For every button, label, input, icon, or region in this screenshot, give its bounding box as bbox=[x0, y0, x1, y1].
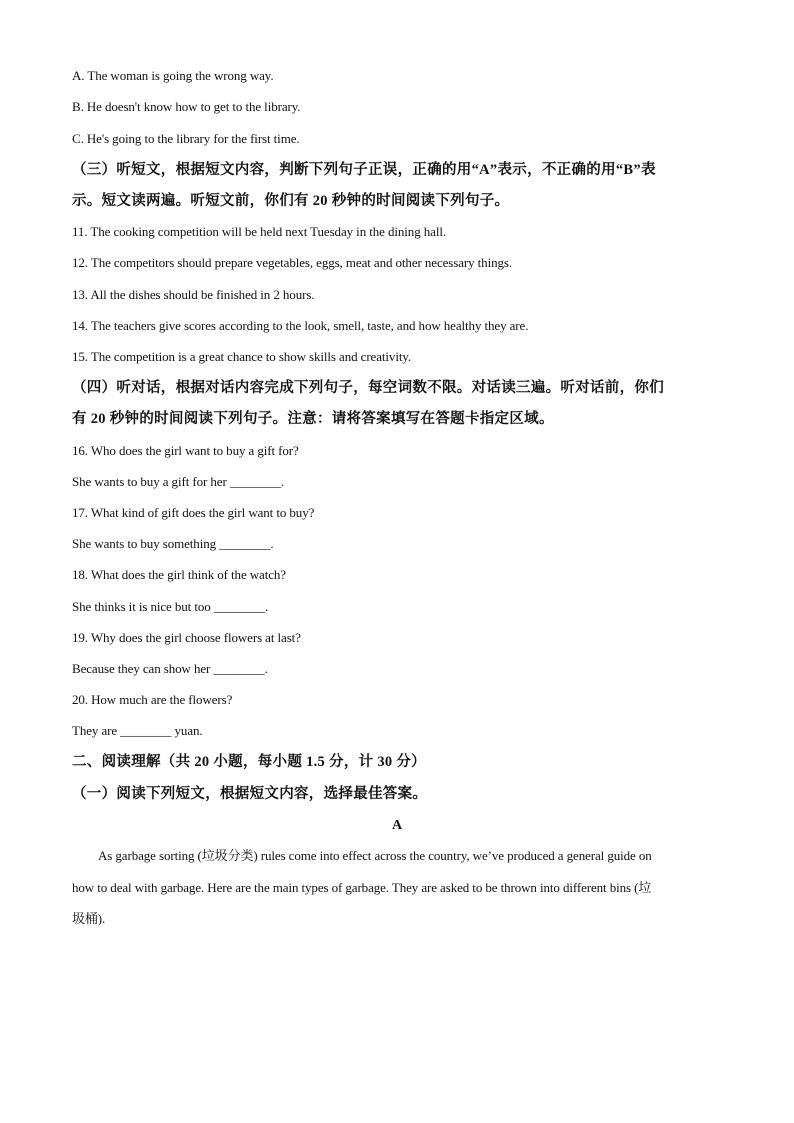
section3-instruction-line2: 示。短文读两遍。听短文前，你们有 20 秒钟的时间阅读下列句子。 bbox=[72, 193, 510, 209]
question-16: 16. Who does the girl want to buy a gift for? bbox=[72, 443, 299, 458]
passage-line-3: 圾桶). bbox=[72, 911, 106, 926]
question-14: 14. The teachers give scores according to the look, smell, taste, and how healthy they are. bbox=[72, 318, 529, 333]
option-c: C. He's going to the library for the first time. bbox=[72, 131, 300, 146]
answer-line-16: She wants to buy a gift for her ________. bbox=[72, 474, 285, 489]
section3-instruction-line1: （三）听短文，根据短文内容，判断下列句子正误，正确的用“A”表示，不正确的用“B”表 bbox=[72, 162, 656, 178]
question-17: 17. What kind of gift does the girl want to buy? bbox=[72, 505, 315, 520]
option-a: A. The woman is going the wrong way. bbox=[72, 68, 274, 83]
section4-instruction-line1: （四）听对话，根据对话内容完成下列句子，每空词数不限。对话读三遍。听对话前，你们 bbox=[72, 380, 664, 396]
question-15: 15. The competition is a great chance to show skills and creativity. bbox=[72, 349, 412, 364]
reading-part-heading: 二、阅读理解（共 20 小题，每小题 1.5 分，计 30 分） bbox=[72, 754, 426, 770]
passage-label: A bbox=[391, 818, 403, 833]
question-11: 11. The cooking competition will be held next Tuesday in the dining hall. bbox=[72, 224, 446, 239]
question-18: 18. What does the girl think of the watch? bbox=[72, 567, 286, 582]
answer-line-20: They are ________ yuan. bbox=[72, 723, 203, 738]
answer-line-17: She wants to buy something ________. bbox=[72, 536, 274, 551]
reading-section1-instruction: （一）阅读下列短文，根据短文内容，选择最佳答案。 bbox=[72, 786, 428, 802]
option-b: B. He doesn't know how to get to the library. bbox=[72, 99, 301, 114]
question-19: 19. Why does the girl choose flowers at last? bbox=[72, 630, 301, 645]
answer-line-18: She thinks it is nice but too ________. bbox=[72, 599, 269, 614]
section4-instruction-line2: 有 20 秒钟的时间阅读下列句子。注意：请将答案填写在答题卡指定区域。 bbox=[72, 411, 554, 427]
question-13: 13. All the dishes should be finished in 2 hours. bbox=[72, 287, 315, 302]
passage-line-1: As garbage sorting (垃圾分类) rules come into effect across the country, we’ve produced a general guide on bbox=[98, 848, 652, 863]
question-12: 12. The competitors should prepare vegetables, eggs, meat and other necessary things. bbox=[72, 255, 512, 270]
question-20: 20. How much are the flowers? bbox=[72, 692, 233, 707]
passage-line-2: how to deal with garbage. Here are the main types of garbage. They are asked to be thrown into different bins (垃 bbox=[72, 880, 652, 895]
answer-line-19: Because they can show her ________. bbox=[72, 661, 268, 676]
